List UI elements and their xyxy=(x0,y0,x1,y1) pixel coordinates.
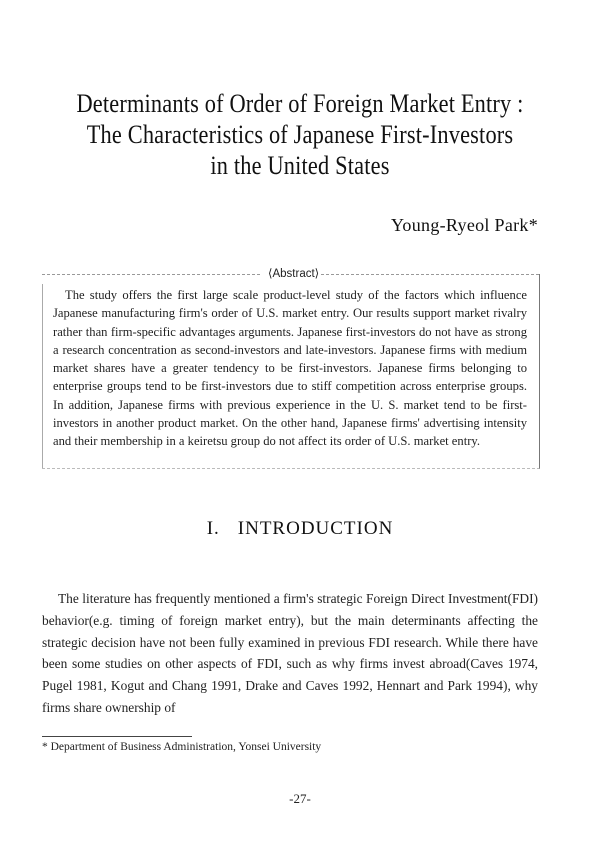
footnote-rule xyxy=(42,736,192,737)
body-paragraph: The literature has frequently mentioned a firm's strategic Foreign Direct Investment(FDI) behavior(e.g. timing of foreign market entry), but the main determinants affecting the strategic decision have not been fully examined in previous FDI research. While there have been some studies on other aspects of FDI, such as why firms invest abroad(Caves 1974, Pugel 1981, Kogut and Chang 1991, Drake and Caves 1992, Hennart and Park 1994), why firms share ownership of xyxy=(42,591,538,715)
abstract-frame-top-left-rule xyxy=(42,274,260,275)
title-line-2: The Characteristics of Japanese First-Investors xyxy=(86,120,514,149)
section-title: INTRODUCTION xyxy=(237,518,394,539)
abstract-label: ⟨Abstract⟩ xyxy=(268,268,320,280)
paper-title xyxy=(42,88,558,181)
author-name: Young-Ryeol Park* xyxy=(390,215,538,235)
page-number: -27- xyxy=(289,791,311,806)
abstract-text: The study offers the first large scale product-level study of the factors which influence Japanese manufacturing firm's order of U.S. market entry. Our results support market rivalry rather than firm-specific advantages arguments. Japanese first-investors do not have as strong a research concentration as second-investors and late-investors. Japanese firms with medium market shares have a greater tendency to be first-investors. Japanese firms belonging to enterprise groups tend to be first-investors due to stiff competition across enterprise groups. In addition, Japanese firms with previous experience in the U. S. market tend to be first-investors in another product market. On the other hand, Japanese firms' advertising intensity and their membership in a keiretsu group do not affect its order of U.S. market entry. xyxy=(53,288,527,449)
footnote: * Department of Business Administration, Yonsei University xyxy=(42,741,322,753)
title-line-1: Determinants of Order of Foreign Market Entry : xyxy=(76,89,524,118)
abstract-frame-top-right-rule xyxy=(321,274,539,275)
abstract-frame-left-rule xyxy=(42,284,43,468)
title-line-3: in the United States xyxy=(210,151,390,180)
section-number: I. xyxy=(206,518,220,539)
section-heading xyxy=(0,518,600,540)
